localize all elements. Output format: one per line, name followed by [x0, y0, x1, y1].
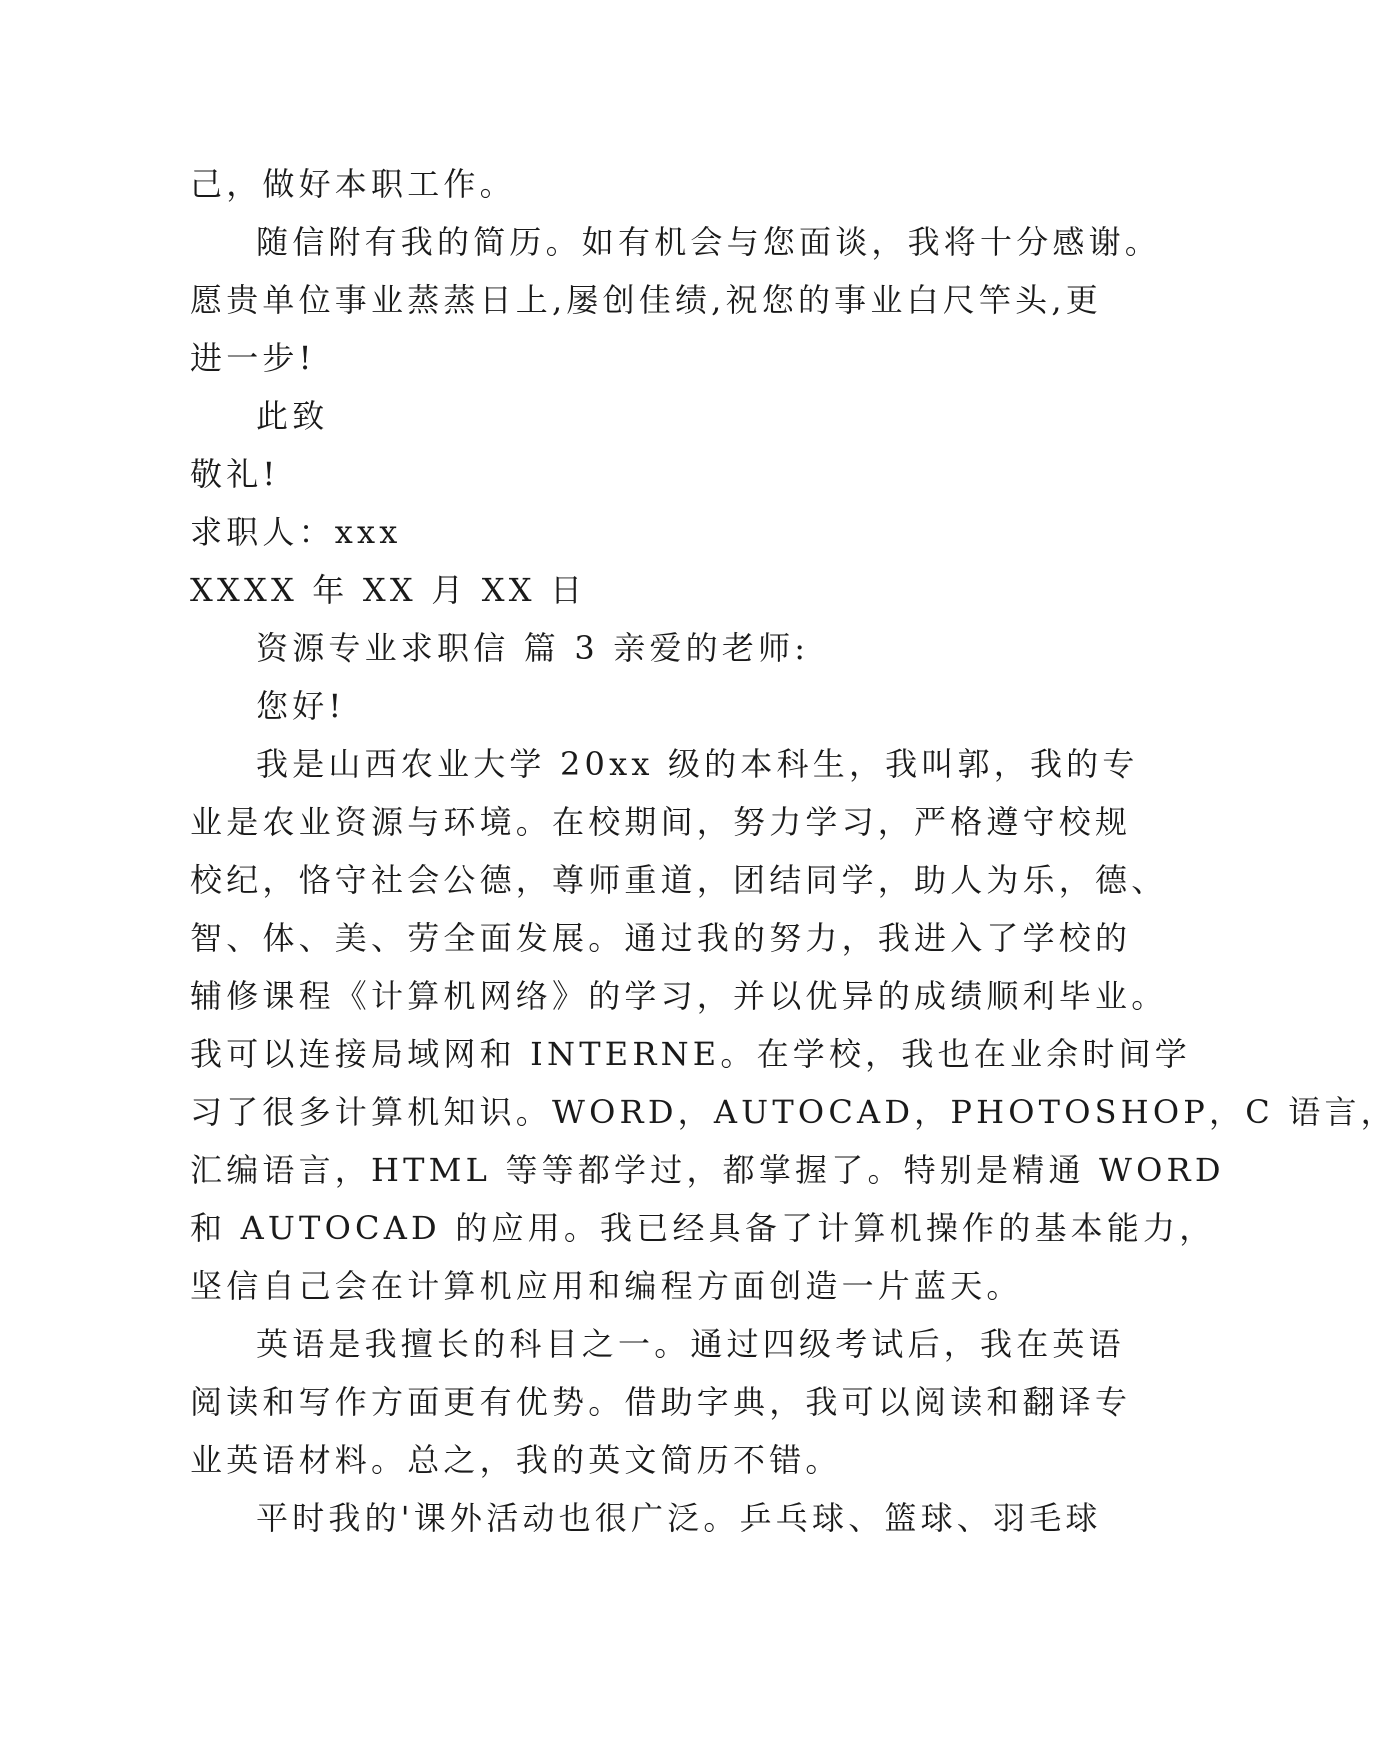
text-line: 习了很多计算机知识。WORD，AUTOCAD，PHOTOSHOP，C 语言，: [190, 1093, 1397, 1131]
text-line: 业英语材料。总之，我的英文简历不错。: [190, 1441, 842, 1479]
text-line: 业是农业资源与环境。在校期间，努力学习，严格遵守校规: [190, 803, 1132, 841]
text-line: 平时我的'课外活动也很广泛。乒乓球、篮球、羽毛球: [256, 1499, 1102, 1537]
text-line: 己，做好本职工作。: [190, 165, 516, 203]
text-line: 英语是我擅长的科目之一。通过四级考试后，我在英语: [256, 1325, 1125, 1363]
text-line: 智、体、美、劳全面发展。通过我的努力，我进入了学校的: [190, 919, 1132, 957]
text-line: 随信附有我的简历。如有机会与您面谈，我将十分感谢。: [256, 223, 1162, 261]
letter-heading: 资源专业求职信 篇 3 亲爱的老师:: [256, 629, 810, 667]
text-line: 坚信自己会在计算机应用和编程方面创造一片蓝天。: [190, 1267, 1023, 1305]
greeting: 您好!: [256, 687, 346, 725]
applicant-signature: 求职人：xxx: [190, 513, 402, 551]
letter-date: XXXX 年 XX 月 XX 日: [190, 571, 587, 609]
text-line: 汇编语言，HTML 等等都学过，都掌握了。特别是精通 WORD: [190, 1151, 1225, 1189]
text-line: 我可以连接局域网和 INTERNE。在学校，我也在业余时间学: [190, 1035, 1191, 1073]
text-line: 校纪，恪守社会公德，尊师重道，团结同学，助人为乐，德、: [190, 861, 1168, 899]
closing-regards: 敬礼!: [190, 455, 280, 493]
closing-salutation: 此致: [256, 397, 329, 435]
text-line: 进一步!: [190, 339, 316, 377]
text-line: 愿贵单位事业蒸蒸日上,屡创佳绩,祝您的事业白尺竿头,更: [190, 281, 1102, 319]
text-line: 和 AUTOCAD 的应用。我已经具备了计算机操作的基本能力，: [190, 1209, 1216, 1247]
text-line: 阅读和写作方面更有优势。借助字典，我可以阅读和翻译专: [190, 1383, 1132, 1421]
text-line: 我是山西农业大学 20xx 级的本科生，我叫郭，我的专: [256, 745, 1139, 783]
text-line: 辅修课程《计算机网络》的学习，并以优异的成绩顺利毕业。: [190, 977, 1168, 1015]
